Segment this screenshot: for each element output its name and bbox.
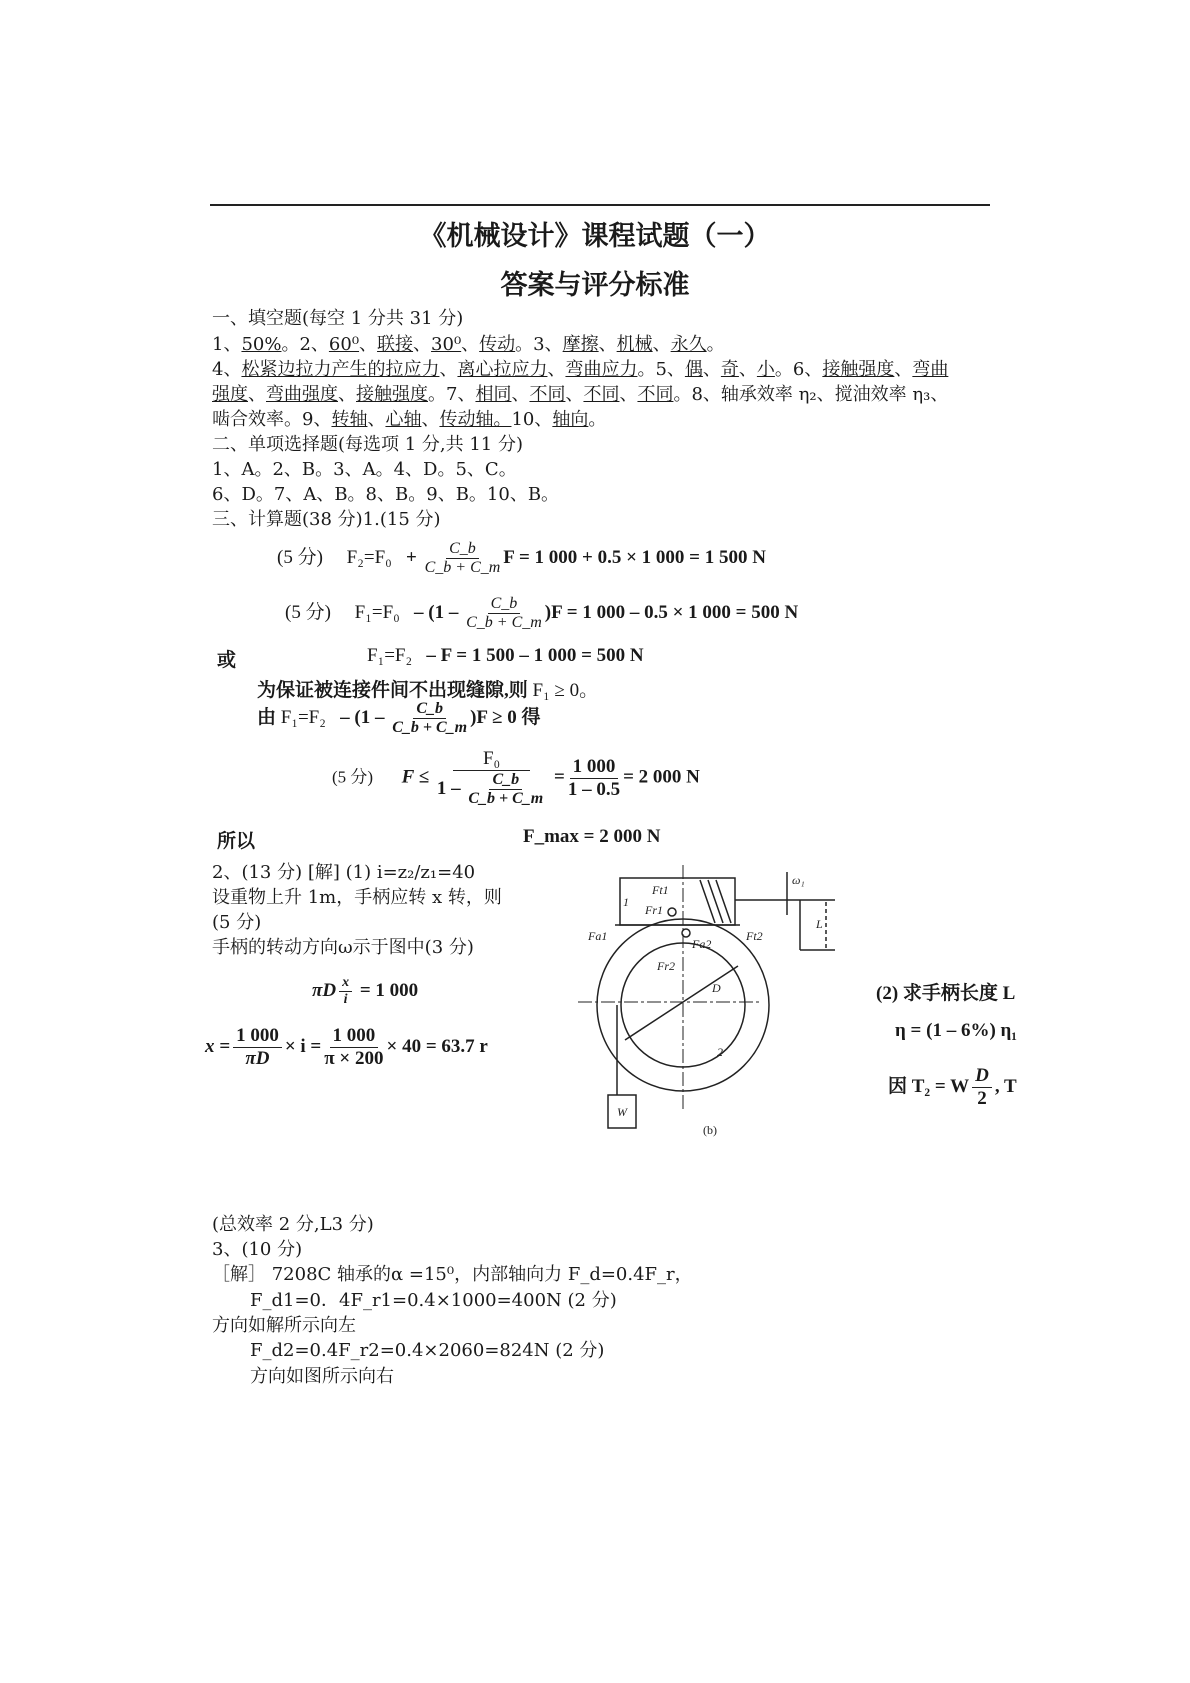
label-ft1: Ft1 (652, 883, 669, 897)
underlined-answer: 50% (241, 334, 282, 355)
page-subtitle: 答案与评分标准 (500, 270, 690, 301)
answer-text: 、 (738, 359, 757, 380)
equation-f2: (5 分) F₂=F₀ + $\frac{C\_b}{C\_b + C\_m}$ F = 1 000 + 0.5 × 1 000 = 1 500 N (277, 540, 766, 576)
label-d: D (712, 981, 721, 995)
answer-text: 1、 (212, 334, 242, 355)
answer-text: 。 (588, 409, 607, 430)
equation-fmax-bound: (5 分) F ≤ F₀ 1 – $\frac{C\_b}{C\_b + C\_m}$ = $\frac{1 000}{1 - 0.5}$ = 2 000 N (332, 748, 700, 807)
underlined-answer: 机械 (616, 334, 653, 355)
answer-text: 、 (598, 334, 617, 355)
label-fa2: Fa2 (692, 937, 712, 951)
q2-line: (5 分) (212, 912, 262, 933)
answer-text: 、 (652, 334, 671, 355)
underlined-answer: 弯曲强度 (266, 384, 338, 405)
fraction-numerator: C_b (413, 700, 446, 719)
answer-line: 6、D。7、A、B。8、B。9、B。10、B。 (212, 484, 560, 505)
page-title: 《机械设计》课程试题（一） (419, 221, 771, 252)
answer-text: 4、 (212, 359, 242, 380)
underlined-answer: 奇 (720, 359, 739, 380)
underlined-answer: 30⁰ (431, 334, 462, 355)
q3-line: F_d2=0.4F_r2=0.4×2060=824N (2 分) (250, 1340, 605, 1361)
fraction-denominator: C_b + C_m (466, 614, 542, 631)
underlined-answer: 接触强度 (356, 384, 428, 405)
underlined-answer: 传动轴。 (439, 409, 512, 430)
equation-f1: (5 分) F₁=F₀ – (1 – $\frac{C\_b}{C\_b + C\_m}$ )F = 1 000 – 0.5 × 1 000 = 500 N (285, 595, 799, 631)
answer-text: 啮合效率。9、 (212, 409, 332, 430)
underlined-answer: 弯曲应力 (565, 359, 638, 380)
underlined-answer: 联接 (377, 334, 414, 355)
underlined-answer: 轴向 (552, 409, 589, 430)
underlined-answer: 不同 (637, 384, 674, 405)
section3-heading: 三、计算题(38 分)1.(15 分) (212, 509, 441, 530)
score-note: (总效率 2 分,L3 分) (212, 1214, 374, 1235)
condition-text: 为保证被连接件间不出现缝隙,则 F₁ ≥ 0。 (257, 680, 599, 701)
fraction-numerator: C_b (489, 771, 522, 790)
torque-equation: 因 T₂ = W $\frac{D}{2}$ , T (888, 1065, 1017, 1109)
q2-line: 2、(13 分) [解] (1) i=z₂/z₁=40 (212, 862, 476, 883)
q3-line: 方向如图所示向右 (250, 1366, 394, 1387)
fraction-numerator: C_b (488, 595, 521, 614)
label-fa1: Fa1 (588, 929, 608, 943)
underlined-answer: 接触强度 (822, 359, 895, 380)
answer-text: 。 (706, 334, 725, 355)
q3-line: ［解］ 7208C 轴承的α =15⁰，内部轴向力 F_d=0.4F_r， (212, 1264, 693, 1285)
fraction-denominator: C_b + C_m (392, 719, 468, 736)
underlined-answer: 不同 (529, 384, 566, 405)
q2-line: 设重物上升 1m，手柄应转 x 转，则 (212, 887, 502, 908)
underlined-answer: 转轴 (331, 409, 368, 430)
fraction-denominator: C_b + C_m (424, 559, 501, 576)
answer-text: 。2、 (281, 334, 329, 355)
figure-caption: (b) (703, 1123, 717, 1137)
label-fr1: Fr1 (645, 903, 663, 917)
equation-x: x = $\frac{1 000}{\pi D}$ × i = $\frac{1 000}{\pi \times 200}$ × 40 = 63.7 r (205, 1025, 488, 1069)
q2-line: 手柄的转动方向ω示于图中(3 分) (212, 937, 474, 958)
label-1: 1 (623, 895, 629, 909)
answer-text: 、 (439, 359, 458, 380)
underlined-answer: 不同 (583, 384, 620, 405)
or-label: 或 (217, 650, 237, 671)
answer-text: 、 (367, 409, 386, 430)
answer-text: 。3、 (515, 334, 563, 355)
efficiency-equation: η = (1 – 6%) η₁ (895, 1020, 1018, 1041)
fmax-result: F_max = 2 000 N (523, 826, 661, 847)
underlined-answer: 强度 (212, 384, 248, 405)
underlined-answer: 传动 (479, 334, 516, 355)
equation-condition: 由 F₁=F₂ – (1 – $\frac{C\_b}{C\_b + C\_m}$ )F ≥ 0 得 (257, 700, 541, 736)
underlined-answer: 松紧边拉力产生的拉应力 (241, 359, 440, 380)
answer-text: 、 (894, 359, 913, 380)
underlined-answer: 小 (756, 359, 775, 380)
fraction-denominator: C_b + C_m (468, 790, 544, 807)
answer-text: 、 (547, 359, 566, 380)
label-w: W (617, 1105, 627, 1119)
answer-text: 10、 (511, 409, 553, 430)
answer-line: 1、A。2、B。3、A。4、D。5、C。 (212, 459, 517, 480)
equation-turns: πD $\frac{x}{i}$ = 1 000 (312, 975, 419, 1007)
answer-text: 、 (359, 334, 378, 355)
underlined-answer: 弯曲 (912, 359, 949, 380)
equation-f1-alt: F₁=F₂ – F = 1 500 – 1 000 = 500 N (367, 645, 644, 666)
q3-line: 3、(10 分) (212, 1239, 303, 1260)
label-ft2: Ft2 (746, 929, 763, 943)
answer-text: 、 (565, 384, 584, 405)
underlined-answer: 相同 (475, 384, 512, 405)
answer-text: 。8、轴承效率 η₂、搅油效率 η₃、 (673, 384, 949, 405)
underlined-answer: 心轴 (385, 409, 422, 430)
label-l: L (816, 917, 823, 931)
answer-text: 、 (421, 409, 440, 430)
underlined-answer: 摩擦 (562, 334, 599, 355)
so-label: 所以 (217, 831, 256, 852)
answer-text: 。7、 (428, 384, 476, 405)
q2-part2-heading: (2) 求手柄长度 L (876, 983, 1016, 1004)
answer-text: 、 (248, 384, 266, 405)
q3-line: F_d1=0．4F_r1=0.4×1000=400N (2 分) (250, 1290, 617, 1311)
answer-text: 。5、 (637, 359, 685, 380)
underlined-answer: 永久 (670, 334, 707, 355)
label-fr2: Fr2 (657, 959, 675, 973)
label-omega1: ω₁ (792, 873, 805, 887)
section1-heading: 一、填空题(每空 1 分共 31 分) (212, 308, 464, 329)
answer-text: 、 (413, 334, 432, 355)
answer-text: 、 (619, 384, 638, 405)
underlined-answer: 60⁰ (328, 334, 360, 355)
answer-text: 。6、 (774, 359, 823, 380)
underlined-answer: 离心拉应力 (457, 359, 548, 380)
answer-text: 、 (702, 359, 721, 380)
fraction-numerator: C_b (446, 540, 479, 559)
answer-text: 、 (461, 334, 480, 355)
answer-text: 、 (338, 384, 356, 405)
answer-text: 、 (511, 384, 530, 405)
q3-line: 方向如解所示向左 (212, 1315, 356, 1336)
underlined-answer: 偶 (684, 359, 703, 380)
section2-heading: 二、单项选择题(每选项 1 分,共 11 分) (212, 434, 524, 455)
label-2: 2 (717, 1045, 723, 1059)
